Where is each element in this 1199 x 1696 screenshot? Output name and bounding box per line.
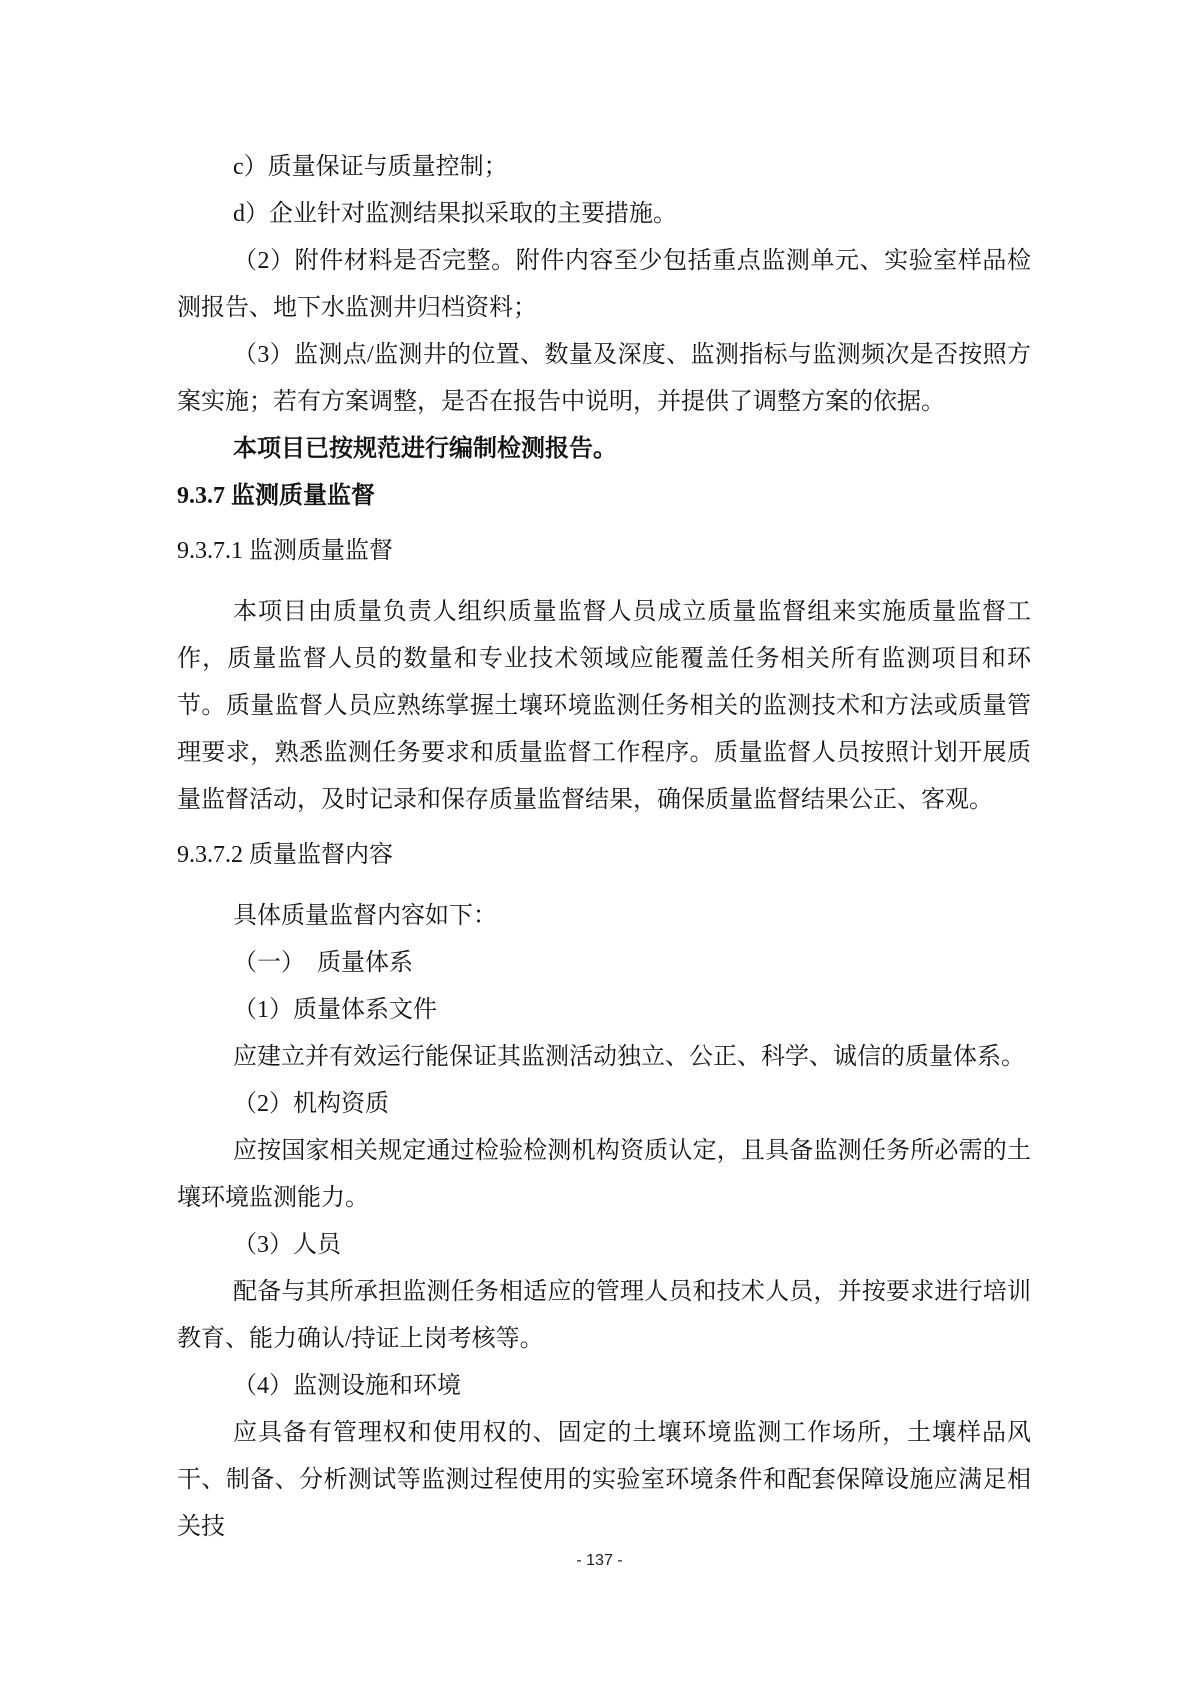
paragraph: 配备与其所承担监测任务相适应的管理人员和技术人员，并按要求进行培训教育、能力确认/持证上岗考核等。	[177, 1279, 1031, 1352]
section-heading: 9.3.7.1 监测质量监督	[177, 538, 393, 564]
paragraph: （3）人员	[233, 1232, 341, 1258]
paragraph: （一） 质量体系	[233, 950, 413, 976]
paragraph: c）质量保证与质量控制；	[233, 154, 508, 180]
paragraph: 本项目已按规范进行编制检测报告。	[233, 436, 617, 462]
paragraph: d）企业针对监测结果拟采取的主要措施。	[233, 201, 677, 227]
paragraph: （2）附件材料是否完整。附件内容至少包括重点监测单元、实验室样品检测报告、地下水监测井归档资料；	[177, 248, 1031, 321]
paragraph: 应按国家相关规定通过检验检测机构资质认定，且具备监测任务所必需的土壤环境监测能力。	[177, 1138, 1031, 1211]
paragraph: 本项目由质量负责人组织质量监督人员成立质量监督组来实施质量监督工作，质量监督人员的数量和专业技术领域应能覆盖任务相关所有监测项目和环节。质量监督人员应熟练掌握土壤环境监测任务相关的监测技术和方法或质量管理要求，熟悉监测任务要求和质量监督工作程序。质量监督人员按照计划开展质量监督活动，及时记录和保存质量监督结果，确保质量监督结果公正、客观。	[177, 599, 1031, 813]
paragraph: 具体质量监督内容如下：	[233, 903, 497, 929]
paragraph: （2）机构资质	[233, 1091, 389, 1117]
section-heading: 9.3.7 监测质量监督	[177, 483, 375, 509]
page-footer	[0, 1552, 1199, 1570]
paragraph: （4）监测设施和环境	[233, 1373, 461, 1399]
paragraph: （3）监测点/监测井的位置、数量及深度、监测指标与监测频次是否按照方案实施；若有方案调整，是否在报告中说明，并提供了调整方案的依据。	[177, 342, 1031, 415]
document-content	[177, 144, 1031, 1551]
paragraph: 应建立并有效运行能保证其监测活动独立、公正、科学、诚信的质量体系。	[233, 1044, 1025, 1070]
paragraph: 应具备有管理权和使用权的、固定的土壤环境监测工作场所，土壤样品风干、制备、分析测试等监测过程使用的实验室环境条件和配套保障设施应满足相关技	[177, 1420, 1031, 1540]
page-number: - 137 -	[576, 1552, 623, 1569]
section-heading: 9.3.7.2 质量监督内容	[177, 842, 393, 868]
paragraph: （1）质量体系文件	[233, 997, 437, 1023]
